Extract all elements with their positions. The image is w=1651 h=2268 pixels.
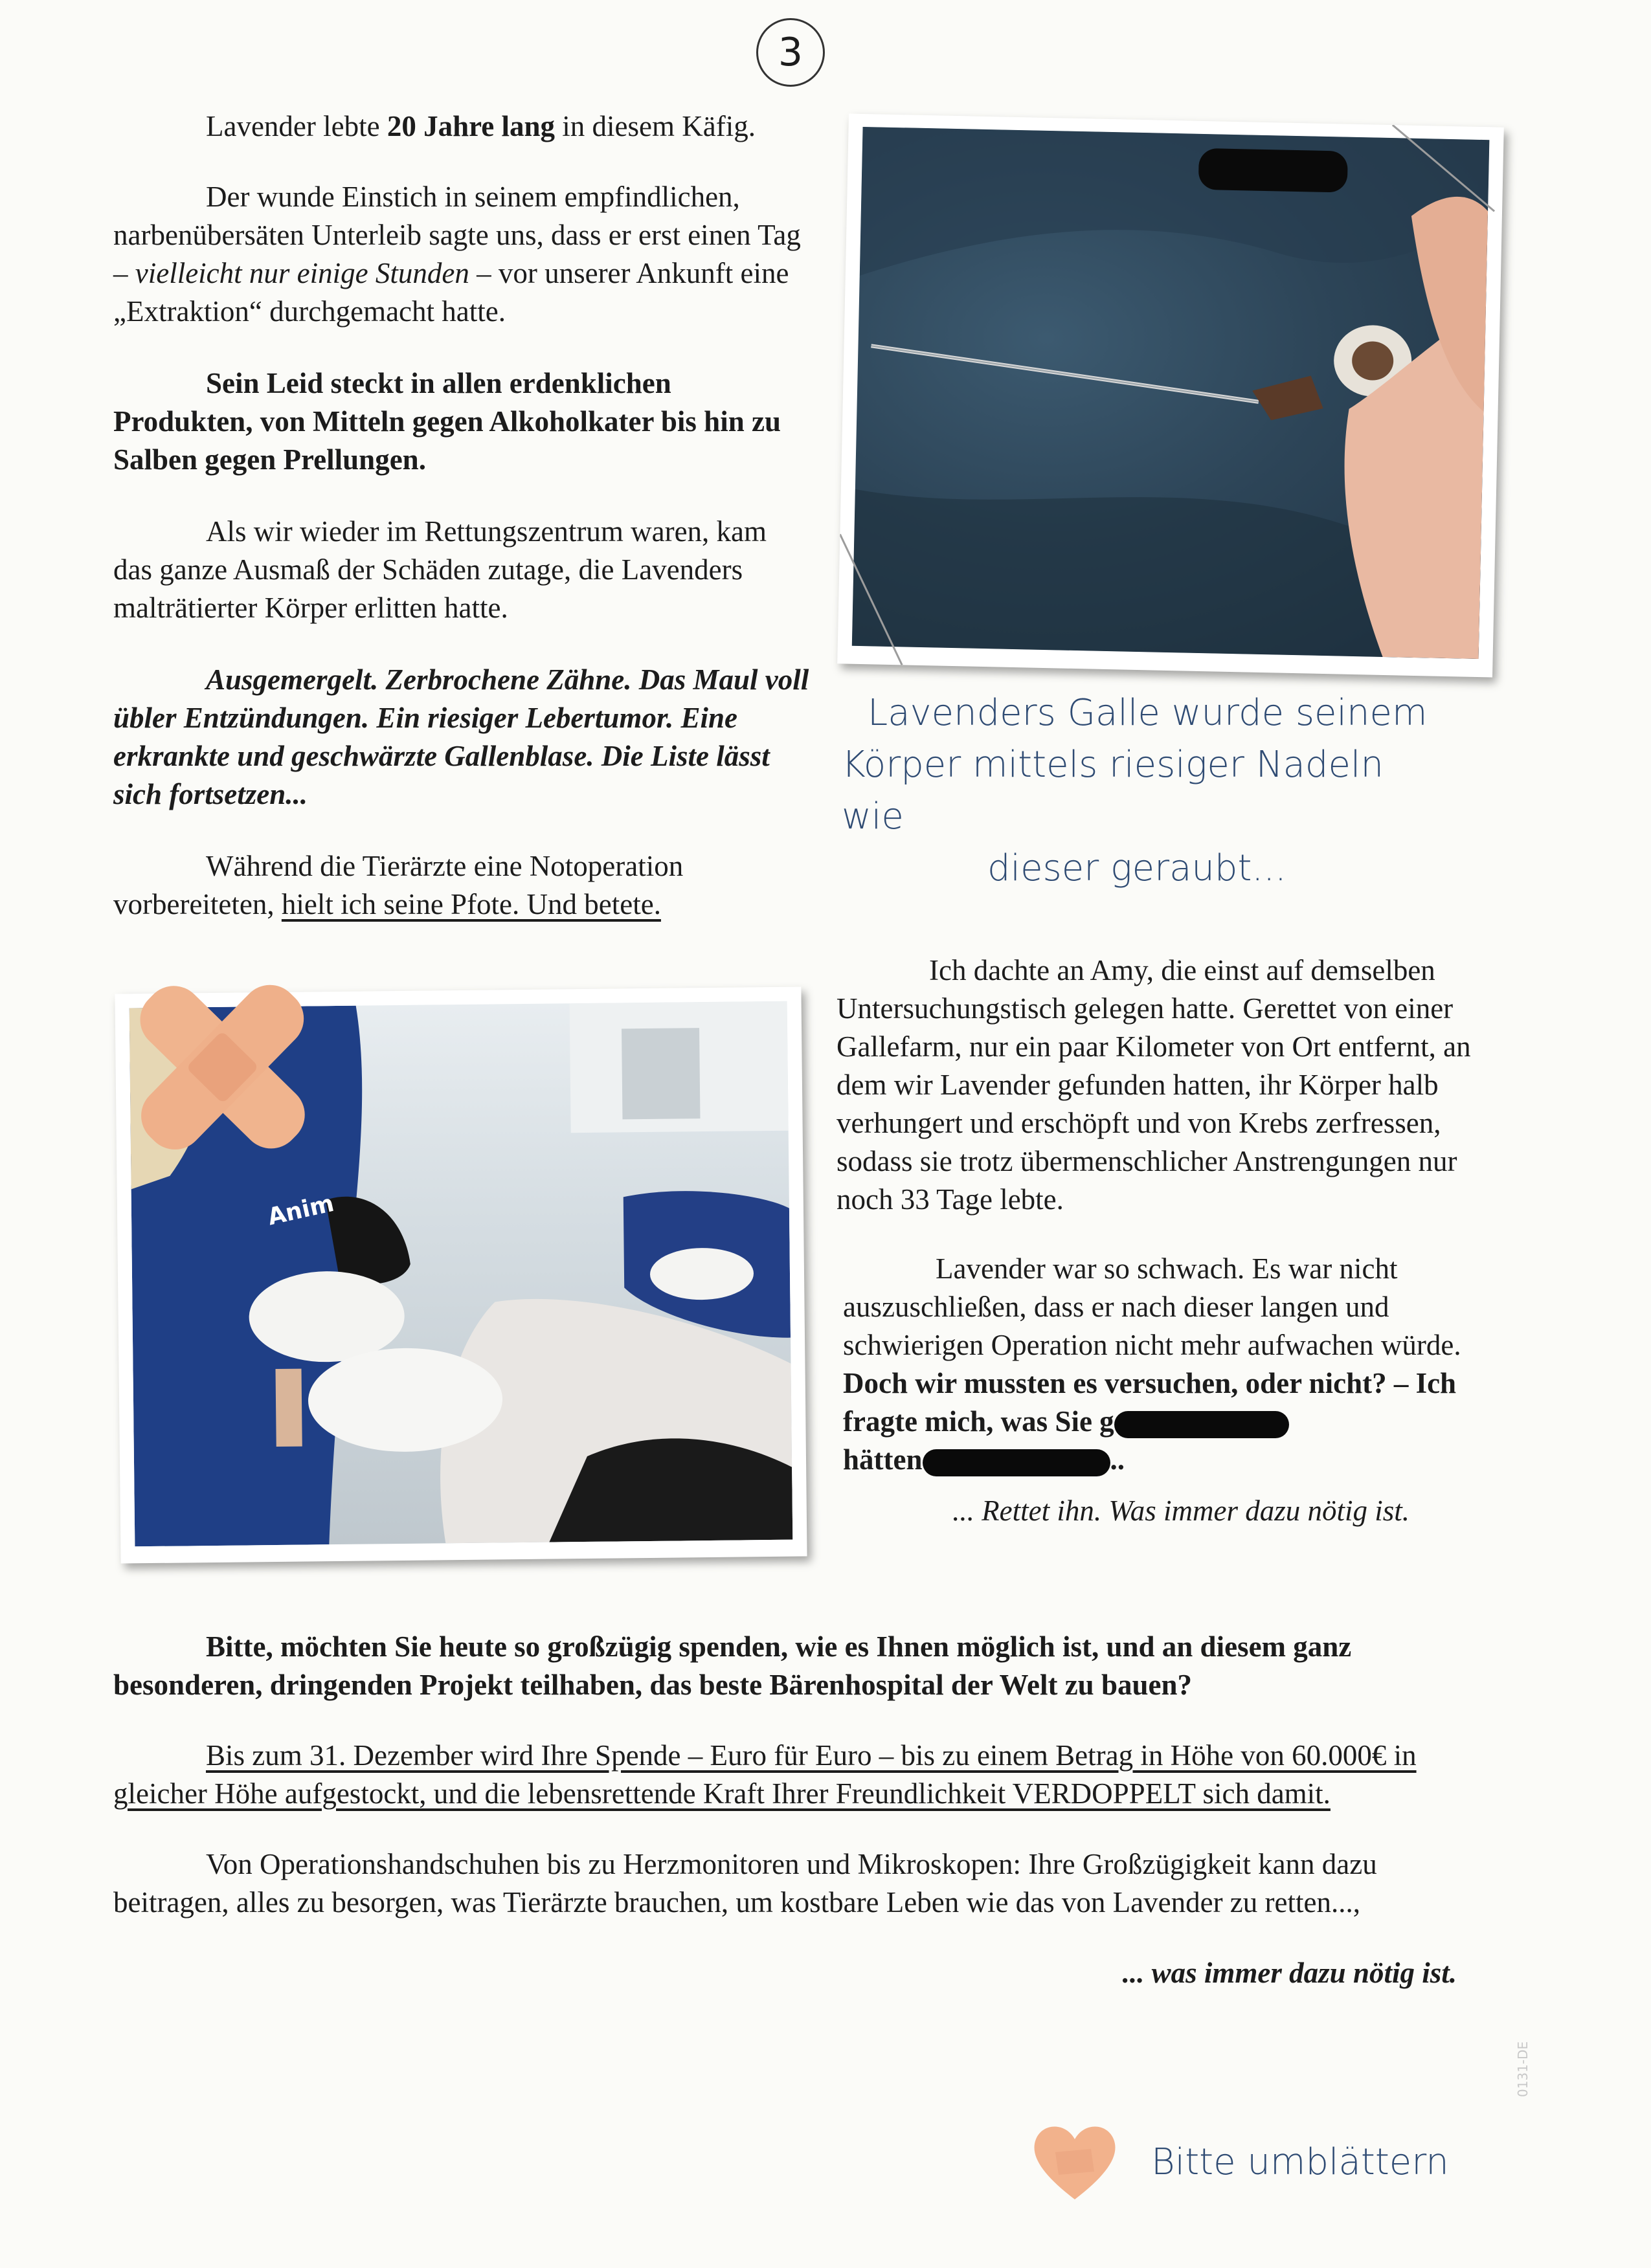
paragraph-matching: Bis zum 31. Dezember wird Ihre Spende – Euro für Euro – bis zu einem Betrag in Höhe von 60.000€ in gleicher Höhe aufgestockt, und die lebensrettende Kraft Ihrer Freundlichkeit VERDOPPELT sich damit. — [113, 1739, 1417, 1810]
paragraph-injuries: Ausgemergelt. Zerbrochene Zähne. Das Maul voll übler Entzündungen. Ein riesiger Lebertumor. Eine erkrankte und geschwärzte Gallenblase. Die Liste lässt sich fortsetzen... — [113, 663, 809, 810]
paragraph-appeal: Bitte, möchten Sie heute so großzügig spenden, wie es Ihnen möglich ist, und an diesem ganz besonderen, dringenden Projekt teilhaben, das beste Bärenhospital der Welt zu bauen? — [113, 1630, 1352, 1701]
paragraph-operation: Während die Tierärzte eine Notoperation vorbereiteten, hielt ich seine Pfote. Und betete. — [113, 850, 684, 920]
photo-corner-wires — [837, 113, 1504, 677]
paragraph-cage: Lavender lebte 20 Jahre lang in diesem Käfig. — [206, 110, 756, 142]
heart-icon — [1029, 2117, 1120, 2207]
left-column — [113, 107, 813, 924]
photo-caption — [842, 687, 1457, 895]
redaction-mark — [923, 1449, 1110, 1476]
surgery-photo — [115, 986, 807, 1563]
caption-line-1: Lavenders Galle wurde seinem — [868, 692, 1428, 734]
paragraph-equipment: Von Operationshandschuhen bis zu Herzmonitoren und Mikroskopen: Ihre Großzügigkeit kann dazu beitragen, alles zu besorgen, was Tierärzte brauchen, um kostbare Leben wie das von Lavender zu retten..., — [113, 1848, 1377, 1918]
paragraph-whatever-it-takes: ... was immer dazu nötig ist. — [1122, 1957, 1457, 1989]
redaction-mark — [1114, 1411, 1289, 1438]
paragraph-products: Sein Leid steckt in allen erdenklichen Produkten, von Mitteln gegen Alkoholkater bis hin zu Salben gegen Prellungen. — [113, 367, 781, 476]
caption-line-2: Körper mittels riesiger Nadeln wie — [842, 744, 1384, 838]
bottom-section — [113, 1628, 1466, 1992]
caption-line-3: dieser geraubt... — [987, 847, 1286, 889]
paragraph-amy: Ich dachte an Amy, die einst auf demselben Untersuchungstisch gelegen hatte. Gerettet von einer Gallefarm, nur ein paar Kilometer von Ort entfernt, an dem wir Lavender gefunden hatten, ihr Körper halb verhungert und erschöpft und von Krebs zerfressen, sodass sie trotz übermenschlicher Anstrengungen nur noch 33 Tage lebte. — [837, 954, 1471, 1216]
right-column — [837, 951, 1471, 1530]
paragraph-wound: Der wunde Einstich in seinem empfindlichen, narbenübersäten Unterleib sagte uns, dass er erst einen Tag – vielleicht nur einige Stunden – vor unserer Ankunft eine „Extraktion“ durchgemacht hatte. — [113, 181, 801, 328]
page-number: 3 — [756, 18, 825, 87]
paragraph-rescue-center: Als wir wieder im Rettungszentrum waren, kam das ganze Ausmaß der Schäden zutage, die Lavenders malträtierter Körper erlitten hatte. — [113, 515, 767, 624]
document-code: 0131-DE — [1515, 2041, 1531, 2097]
needle-photo — [837, 113, 1504, 677]
shirt-logo-text: Anim — [265, 1190, 337, 1231]
paragraph-weak: Lavender war so schwach. Es war nicht auszuschließen, dass er nach dieser langen und schwierigen Operation nicht mehr aufwachen würde. Doch wir mussten es versuchen, oder nicht? – Ich fragte mich, was Sie g hätten .. — [843, 1252, 1461, 1476]
turn-page-label: Bitte umblättern — [1151, 2141, 1449, 2183]
plaster-icon — [102, 946, 344, 1188]
paragraph-save-him: ... Rettet ihn. Was immer dazu nötig ist. — [952, 1495, 1410, 1527]
